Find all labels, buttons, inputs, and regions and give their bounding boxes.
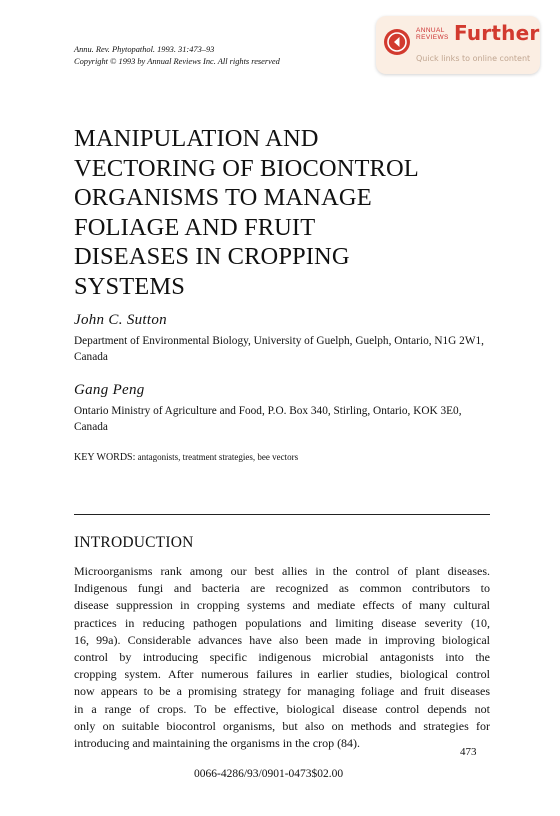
journal-line: Annu. Rev. Phytopathol. 1993. 31:473–93 [74, 45, 215, 54]
body-line: practices in reducing pathogen populations and limiting disease severity (10, [74, 615, 490, 630]
body-line: disease suppression in cropping systems and mediate effects of many cultural [74, 598, 490, 613]
further-wordmark: Further [454, 21, 540, 45]
journal-citation [74, 44, 280, 68]
title-line: VECTORING OF BIOCONTROL [74, 154, 419, 182]
annual-reviews-wordmark: ANNUAL REVIEWS [416, 27, 449, 41]
title-line: FOLIAGE AND FRUIT [74, 213, 316, 241]
body-line: 16, 99a). Considerable advances have also been made in improving biological [74, 632, 490, 647]
introduction-paragraph [74, 563, 490, 752]
body-line: Microorganisms rank among our best allies in the control of plant diseases. [74, 564, 490, 578]
section-heading: INTRODUCTION [74, 534, 194, 551]
body-line: introducing and maintaining the organisms in the crop (84). [74, 735, 361, 750]
keywords [74, 452, 298, 463]
body-line: only on suitable biocontrol organisms, but also on methods and strategies for [74, 718, 490, 733]
annual-reviews-logo-icon [384, 29, 410, 55]
title-line: SYSTEMS [74, 272, 185, 300]
body-line: in a range of crops. To be effective, biological disease control depends not [74, 701, 490, 716]
title-line: MANIPULATION AND [74, 125, 319, 152]
body-line: control by introducing specific indigenous microbial antagonists into the [74, 649, 490, 664]
title-line: DISEASES IN CROPPING [74, 243, 350, 271]
article-title [74, 124, 494, 302]
page-number: 473 [460, 746, 477, 758]
author-affiliation: Ontario Ministry of Agriculture and Food, P.O. Box 340, Stirling, Ontario, KOK 3E0, Canada [74, 405, 462, 433]
further-subtitle: Quick links to online content [416, 54, 531, 63]
author-name: Gang Peng [74, 382, 145, 398]
footer-code: 0066-4286/93/0901-0473$02.00 [194, 768, 344, 780]
title-line: ORGANISMS TO MANAGE [74, 184, 372, 212]
body-line: now appears to be a promising strategy for managing foliage and fruit diseases [74, 684, 490, 699]
keywords-label: KEY WORDS: [74, 452, 136, 463]
further-badge[interactable] [376, 16, 540, 74]
author-affiliation: Department of Environmental Biology, University of Guelph, Guelph, Ontario, N1G 2W1, Canada [74, 335, 484, 363]
section-divider [74, 514, 490, 515]
body-line: Indigenous fungi and bacteria are recognized as common contributors to [74, 581, 490, 596]
author-name: John C. Sutton [74, 312, 167, 328]
body-line: cropping system. After numerous failures in earlier studies, biological control [74, 667, 490, 682]
keywords-text: antagonists, treatment strategies, bee vectors [135, 452, 299, 462]
copyright-line: Copyright © 1993 by Annual Reviews Inc. All rights reserved [74, 57, 280, 66]
